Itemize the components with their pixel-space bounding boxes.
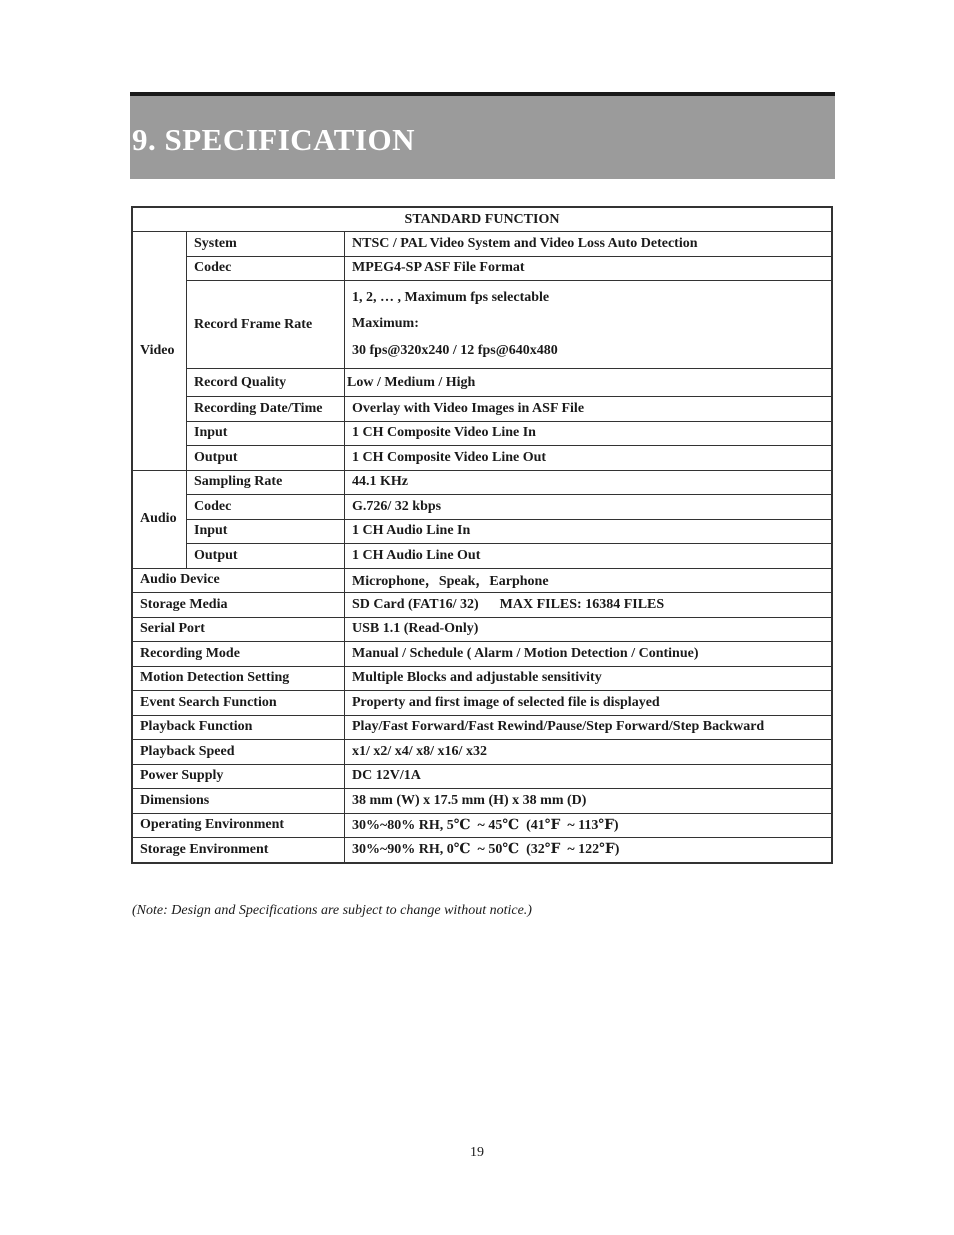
table-row xyxy=(132,281,832,369)
table-row xyxy=(132,838,832,863)
spec-value: USB 1.1 (Read-Only) xyxy=(345,617,833,642)
spec-value-multiline xyxy=(345,281,833,369)
table-header: STANDARD FUNCTION xyxy=(132,207,832,232)
spec-label: Motion Detection Setting xyxy=(132,666,345,691)
spec-value: 1 CH Composite Video Line Out xyxy=(345,446,833,471)
table-row xyxy=(132,617,832,642)
spec-value: MPEG4-SP ASF File Format xyxy=(345,256,833,281)
spec-label: Operating Environment xyxy=(132,813,345,838)
spec-value: 44.1 KHz xyxy=(345,470,833,495)
spec-label: Input xyxy=(187,519,345,544)
spec-value-line: 30 fps@320x240 / 12 fps@640x480 xyxy=(352,342,558,358)
table-row xyxy=(132,421,832,446)
spec-value-line: Maximum: xyxy=(352,316,419,332)
audio-group-label: Audio xyxy=(132,470,187,568)
table-row xyxy=(132,740,832,765)
spec-value: 30%~80% RH, 5℃ ~ 45℃ (41℉ ~ 113℉) xyxy=(345,813,833,838)
spec-value: NTSC / PAL Video System and Video Loss Auto Detection xyxy=(345,232,833,257)
table-row xyxy=(132,232,832,257)
spec-value: Play/Fast Forward/Fast Rewind/Pause/Step Forward/Step Backward xyxy=(345,715,833,740)
spec-value: 30%~90% RH, 0℃ ~ 50℃ (32℉ ~ 122℉) xyxy=(345,838,833,863)
disclaimer-note: (Note: Design and Specifications are subject to change without notice.) xyxy=(132,903,532,918)
spec-value: x1/ x2/ x4/ x8/ x16/ x32 xyxy=(345,740,833,765)
spec-label: Audio Device xyxy=(132,568,345,593)
spec-label: Serial Port xyxy=(132,617,345,642)
spec-label: Dimensions xyxy=(132,789,345,814)
table-row xyxy=(132,593,832,618)
spec-value: 38 mm (W) x 17.5 mm (H) x 38 mm (D) xyxy=(345,789,833,814)
spec-label: Output xyxy=(187,544,345,569)
spec-label: Recording Mode xyxy=(132,642,345,667)
spec-label: Storage Environment xyxy=(132,838,345,863)
table-row xyxy=(132,764,832,789)
section-title-band xyxy=(130,92,835,179)
table-row xyxy=(132,544,832,569)
spec-label: Power Supply xyxy=(132,764,345,789)
table-row xyxy=(132,495,832,520)
spec-label: Event Search Function xyxy=(132,691,345,716)
spec-label: Input xyxy=(187,421,345,446)
table-row xyxy=(132,397,832,422)
table-row xyxy=(132,256,832,281)
table-header-row xyxy=(132,207,832,232)
spec-value: G.726/ 32 kbps xyxy=(345,495,833,520)
table-row xyxy=(132,470,832,495)
page-number: 19 xyxy=(470,1145,484,1160)
spec-value: 1 CH Audio Line Out xyxy=(345,544,833,569)
table-row xyxy=(132,568,832,593)
spec-value: Property and first image of selected file is displayed xyxy=(345,691,833,716)
table-row xyxy=(132,519,832,544)
spec-value: Manual / Schedule ( Alarm / Motion Detection / Continue) xyxy=(345,642,833,667)
page-title: 9. SPECIFICATION xyxy=(132,122,416,157)
spec-label: Playback Function xyxy=(132,715,345,740)
spec-value: 1 CH Audio Line In xyxy=(345,519,833,544)
table-row xyxy=(132,691,832,716)
spec-label: Record Quality xyxy=(187,369,345,397)
spec-value: DC 12V/1A xyxy=(345,764,833,789)
spec-value: Low / Medium / High xyxy=(345,369,833,397)
table-row xyxy=(132,715,832,740)
spec-label: Playback Speed xyxy=(132,740,345,765)
spec-label: Codec xyxy=(187,495,345,520)
table-row xyxy=(132,813,832,838)
table-row xyxy=(132,666,832,691)
spec-value: Overlay with Video Images in ASF File xyxy=(345,397,833,422)
spec-value: 1 CH Composite Video Line In xyxy=(345,421,833,446)
spec-value: Multiple Blocks and adjustable sensitivity xyxy=(345,666,833,691)
spec-label: Output xyxy=(187,446,345,471)
table-row xyxy=(132,369,832,397)
spec-label: Recording Date/Time xyxy=(187,397,345,422)
spec-label: Storage Media xyxy=(132,593,345,618)
table-row xyxy=(132,446,832,471)
spec-value-line: 1, 2, … , Maximum fps selectable xyxy=(352,289,550,305)
table-row xyxy=(132,789,832,814)
spec-label: Codec xyxy=(187,256,345,281)
table-row xyxy=(132,642,832,667)
specification-table xyxy=(131,206,833,864)
video-group-label: Video xyxy=(132,232,187,471)
spec-label: Sampling Rate xyxy=(187,470,345,495)
spec-label: System xyxy=(187,232,345,257)
spec-label: Record Frame Rate xyxy=(187,281,345,369)
spec-value: Microphone，Speak，Earphone xyxy=(345,568,833,593)
spec-value: SD Card (FAT16/ 32) MAX FILES: 16384 FILES xyxy=(345,593,833,618)
